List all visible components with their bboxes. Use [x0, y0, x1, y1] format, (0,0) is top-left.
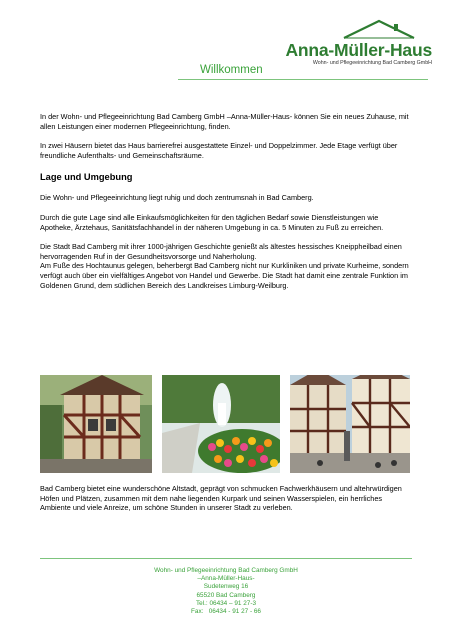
header-divider — [178, 79, 428, 80]
footer-line-1: Wohn- und Pflegeeinrichtung Bad Camberg GmbH — [154, 567, 298, 574]
footer-line-3: Sudetenweg 16 — [203, 583, 249, 591]
photo-half-timbered-house — [40, 375, 152, 473]
photo-spa-garden-fountain — [162, 375, 280, 473]
footer — [0, 567, 452, 616]
main-content — [40, 112, 410, 300]
footer-line-5: Tel.: 06434 – 91 27-3 — [195, 599, 257, 607]
section-paragraph-2: Durch die gute Lage sind alle Einkaufsmöglichkeiten für den täglichen Bedarf sowie Dienstleistungen wie Apotheke, Ärztehaus, Sanitätsfachhandel in der näheren Umgebung in ca. 5 Minuten zu Fuß zu erreichen. — [40, 212, 384, 232]
section-paragraph-3a: Die Stadt Bad Camberg mit ihrer 1000-jährigen Geschichte genießt als ältestes hessisches Kneippheilbad einen hervorragenden Ruf in der Gesundheitsvorsorge und Naherholung. — [40, 242, 402, 261]
house-roof-icon — [342, 18, 416, 40]
section-heading: Lage und Umgebung — [40, 172, 133, 183]
section-paragraph-3 — [40, 242, 410, 290]
footer-line-2: –Anna-Müller-Haus- — [197, 575, 255, 583]
intro-paragraph-2: In zwei Häusern bietet das Haus barrierefrei ausgestattete Einzel- und Doppelzimmer. Jede Etage verfügt über freundliche Aufenthalts- und Gemeinschaftsräume. — [40, 141, 398, 160]
logo-tagline: Wohn- und Pflegeeinrichtung Bad Camberg GmbH — [312, 60, 432, 66]
footer-line-6: Fax: 06434 - 91 27 - 66 — [191, 608, 261, 616]
footer-divider — [40, 558, 412, 559]
footer-line-4: 65520 Bad Camberg — [196, 591, 256, 599]
intro-paragraph-1: In der Wohn- und Pflegeeinrichtung Bad Camberg GmbH –Anna-Müller-Haus- können Sie ein neues Zuhause, mit allen Leistungen einer modernen Pflegeeinrichtung, finden. — [40, 112, 409, 131]
page-title: Willkommen — [200, 64, 263, 76]
closing-section — [40, 484, 410, 513]
photo-strip — [40, 375, 410, 473]
logo — [284, 18, 432, 70]
logo-brand: Anna-Müller-Haus — [285, 40, 432, 60]
section-paragraph-4: Bad Camberg bietet eine wunderschöne Altstadt, geprägt von schmucken Fachwerkhäusern und altehrwürdigen Höfen und Plätzen, zusammen mit dem nahe liegenden Kurpark und seinen Wasserspielen, ein herrliches Ambiente und viele Anreize, um schöne Stunden in unserer Stadt zu verleben. — [40, 484, 402, 513]
photo-old-town-square — [290, 375, 410, 473]
section-paragraph-1: Die Wohn- und Pflegeeinrichtung liegt ruhig und doch zentrumsnah in Bad Camberg. — [40, 193, 314, 203]
section-paragraph-3b: Am Fuße des Hochtaunus gelegen, beherbergt Bad Camberg nicht nur Kurkliniken und private Kurheime, sondern verfügt auch über ein vielfältiges Angebot von Handel und Gewerbe. Die Stadt hat damit eine zentrale Funktion im Goldenen Grund, dem südlichen Bereich des Landkreises Limburg-Weilburg. — [40, 261, 409, 290]
